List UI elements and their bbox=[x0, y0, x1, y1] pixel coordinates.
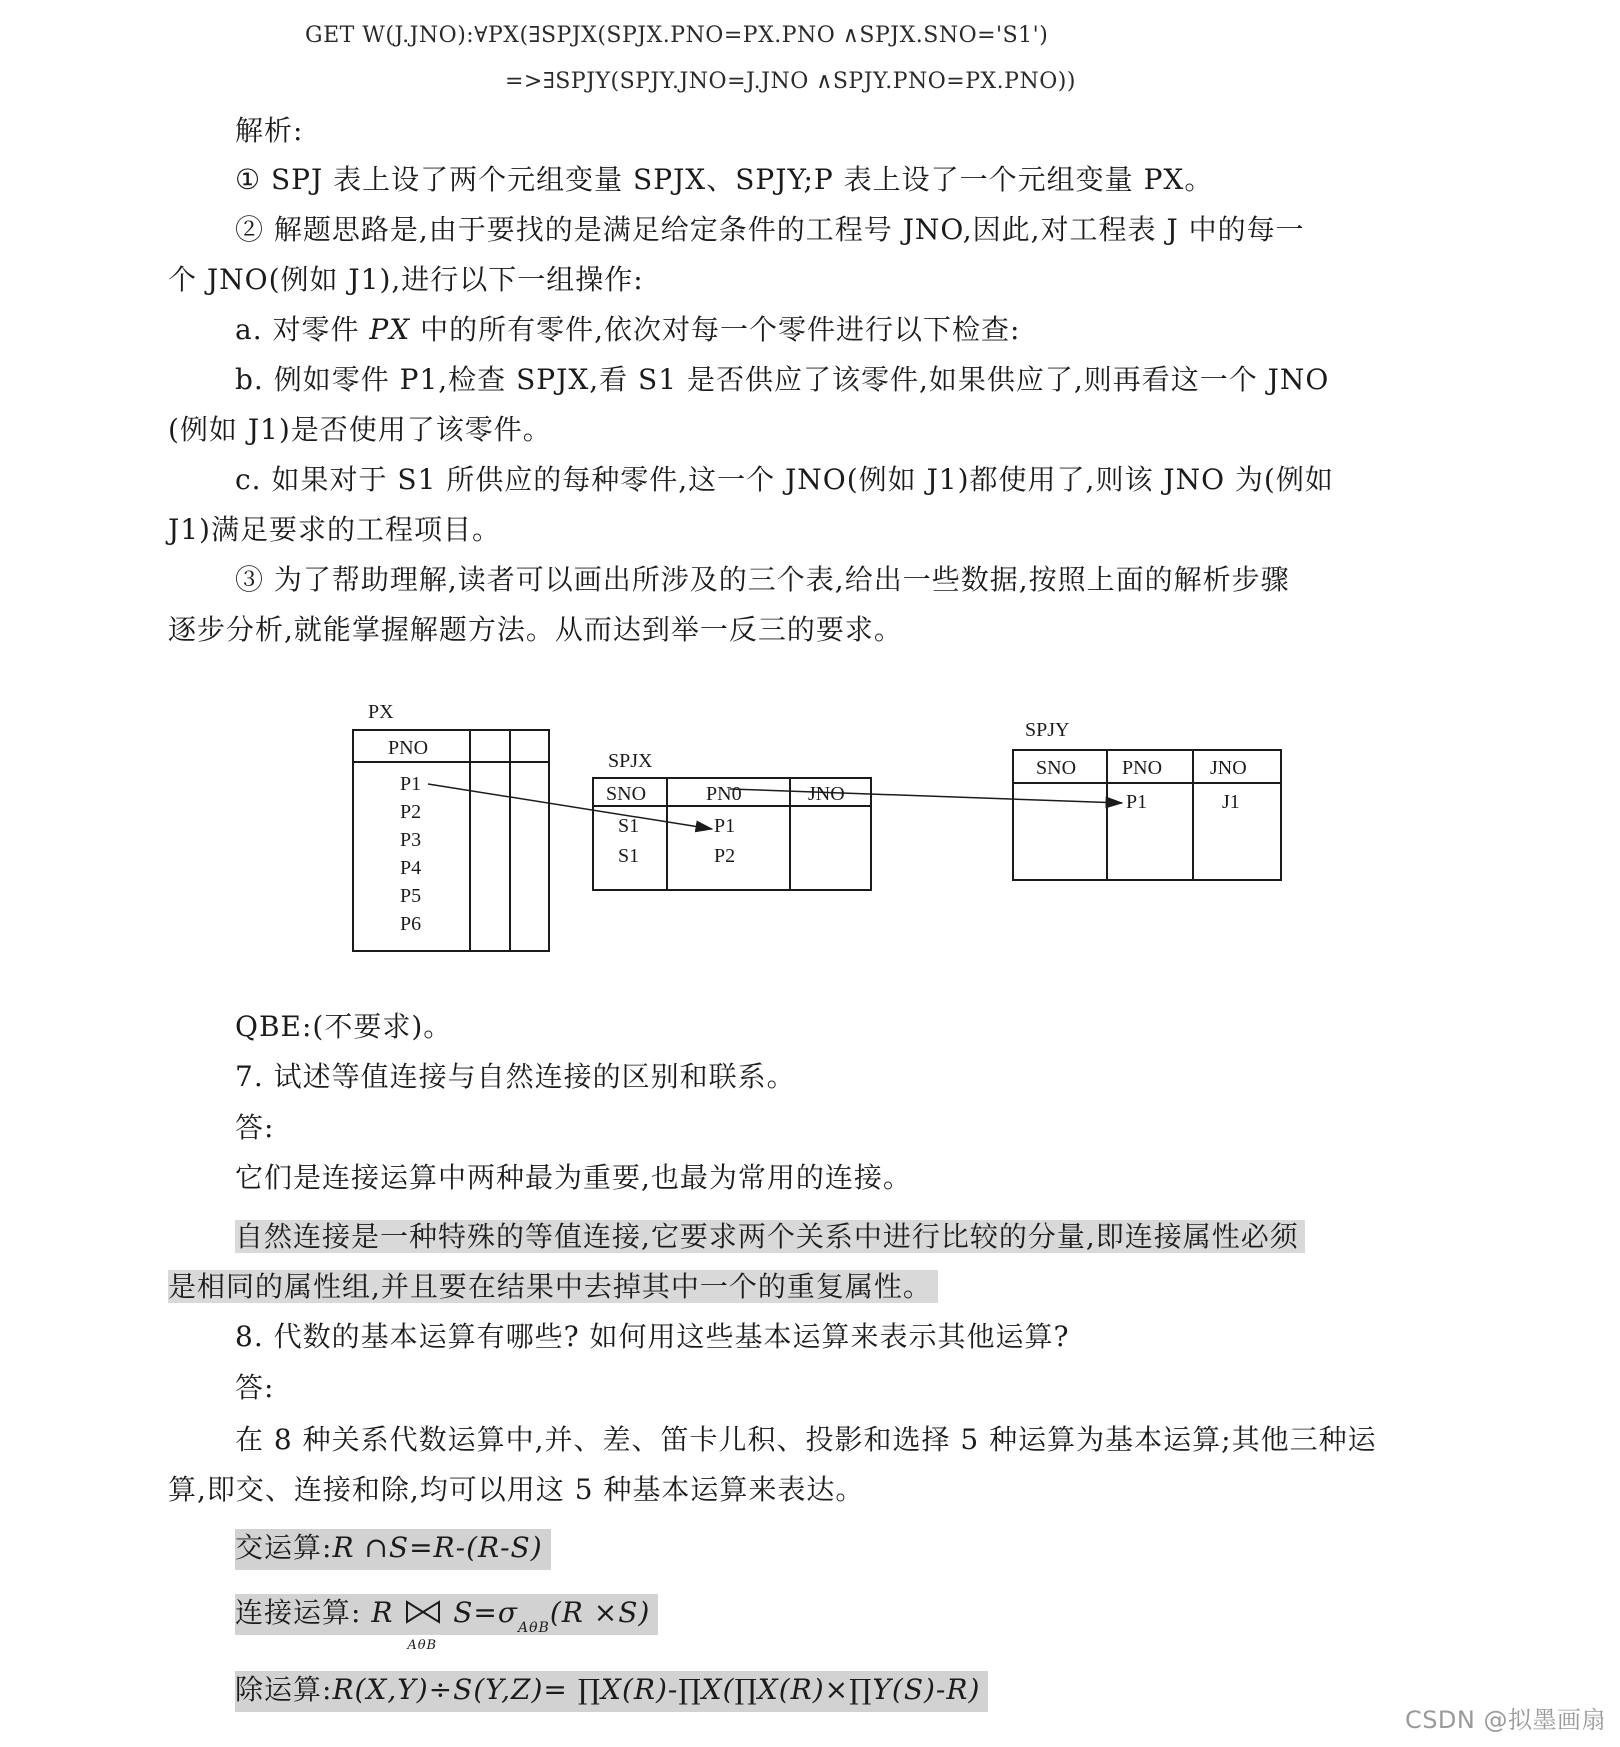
formula-line-2: =>∃SPJY(SPJY.JNO=J.JNO ∧SPJY.PNO=PX.PNO)) bbox=[505, 69, 1076, 94]
analysis-item-3-line-2: 逐步分析,就能掌握解题方法。从而达到举一反三的要求。 bbox=[168, 613, 903, 646]
analysis-heading: 解析: bbox=[235, 114, 304, 147]
join-operation bbox=[235, 1593, 658, 1653]
spjy-header-jno: JNO bbox=[1210, 757, 1247, 779]
spjx-cell-sno: S1 bbox=[618, 845, 640, 867]
q8-question: 8. 代数的基本运算有哪些? 如何用这些基本运算来表示其他运算? bbox=[235, 1320, 1070, 1353]
bowtie-join-icon: AθB bbox=[403, 1598, 443, 1626]
intersection-operation bbox=[235, 1528, 551, 1568]
formula-line-1: GET W(J.JNO):∀PX(∃SPJX(SPJX.PNO=PX.PNO ∧SPJX.SNO='S1') bbox=[305, 23, 1049, 48]
spjx-cell-sno: S1 bbox=[618, 815, 640, 837]
analysis-step-c-line-2: J1)满足要求的工程项目。 bbox=[168, 513, 501, 546]
analysis-item-1: ① SPJ 表上设了两个元组变量 SPJX、SPJY;P 表上设了一个元组变量 PX。 bbox=[235, 163, 1214, 196]
px-title: PX bbox=[368, 701, 394, 723]
px-row: P1 bbox=[400, 773, 422, 795]
analysis-step-a: a. 对零件 PX 中的所有零件,依次对每一个零件进行以下检查: bbox=[235, 313, 1021, 346]
spjy-title: SPJY bbox=[1025, 719, 1070, 741]
q8-paragraph-line-1: 在 8 种关系代数运算中,并、差、笛卡儿积、投影和选择 5 种运算为基本运算;其他三种运 bbox=[235, 1423, 1377, 1456]
spjx-header-sno: SNO bbox=[606, 783, 647, 805]
spjx-title: SPJX bbox=[608, 750, 653, 772]
px-header-pno: PNO bbox=[388, 737, 429, 759]
spjy-header-pno: PNO bbox=[1122, 757, 1163, 779]
px-row: P5 bbox=[400, 885, 422, 907]
q7-answer-label: 答: bbox=[235, 1111, 275, 1144]
q7-paragraph-1: 它们是连接运算中两种最为重要,也最为常用的连接。 bbox=[235, 1161, 912, 1194]
q8-answer-label: 答: bbox=[235, 1371, 275, 1404]
q7-paragraph-2-line-1 bbox=[235, 1217, 1305, 1257]
spjx-cell-pno: P2 bbox=[714, 845, 736, 867]
px-variable: PX bbox=[369, 313, 411, 346]
spjx-header-pno: PN0 bbox=[706, 783, 742, 805]
analysis-step-b-line-1: b. 例如零件 P1,检查 SPJX,看 S1 是否供应了该零件,如果供应了,则再看这一个 JNO bbox=[235, 363, 1330, 396]
px-row: P4 bbox=[400, 857, 422, 879]
px-row: P6 bbox=[400, 913, 422, 935]
spjy-header-sno: SNO bbox=[1036, 757, 1077, 779]
analysis-step-b-line-2: (例如 J1)是否使用了该零件。 bbox=[168, 413, 552, 446]
arrow-spjx-to-spjy bbox=[730, 789, 1122, 803]
analysis-item-2-line-1: ② 解题思路是,由于要找的是满足给定条件的工程号 JNO,因此,对工程表 J 中的每一 bbox=[235, 213, 1305, 246]
spjx-header-jno: JNO bbox=[808, 783, 845, 805]
analysis-step-c-line-1: c. 如果对于 S1 所供应的每种零件,这一个 JNO(例如 J1)都使用了,则该 JNO 为(例如 bbox=[235, 463, 1334, 496]
px-row: P3 bbox=[400, 829, 422, 851]
division-operation bbox=[235, 1670, 988, 1710]
analysis-item-2-line-2: 个 JNO(例如 J1),进行以下一组操作: bbox=[168, 263, 644, 296]
spjy-cell-pno: P1 bbox=[1126, 791, 1148, 813]
px-table-border bbox=[353, 730, 549, 951]
highlight: 是相同的属性组,并且要在结果中去掉其中一个的重复属性。 bbox=[168, 1270, 938, 1303]
tables-diagram bbox=[330, 690, 1290, 960]
highlight: 自然连接是一种特殊的等值连接,它要求两个关系中进行比较的分量,即连接属性必须 bbox=[235, 1220, 1305, 1253]
highlight: 除运算:R(X,Y)÷S(Y,Z)= ∏X(R)-∏X(∏X(R)×∏Y(S)-R) bbox=[235, 1671, 988, 1712]
spjx-cell-pno: P1 bbox=[714, 815, 736, 837]
highlight: 交运算:R ∩S=R-(R-S) bbox=[235, 1529, 551, 1570]
q8-paragraph-line-2: 算,即交、连接和除,均可以用这 5 种基本运算来表达。 bbox=[168, 1473, 865, 1506]
analysis-item-3-line-1: ③ 为了帮助理解,读者可以画出所涉及的三个表,给出一些数据,按照上面的解析步骤 bbox=[235, 563, 1290, 596]
csdn-watermark: CSDN @拟墨画扇 bbox=[1404, 1706, 1606, 1734]
px-row: P2 bbox=[400, 801, 422, 823]
q7-question: 7. 试述等值连接与自然连接的区别和联系。 bbox=[235, 1060, 796, 1093]
spjy-cell-jno: J1 bbox=[1222, 791, 1240, 813]
qbe-note: QBE:(不要求)。 bbox=[235, 1010, 453, 1043]
highlight: 连接运算: R AθB $S=\sigma_{A\theta B}(R \times S)$ bbox=[235, 1594, 658, 1635]
q7-paragraph-2-line-2 bbox=[168, 1267, 938, 1307]
